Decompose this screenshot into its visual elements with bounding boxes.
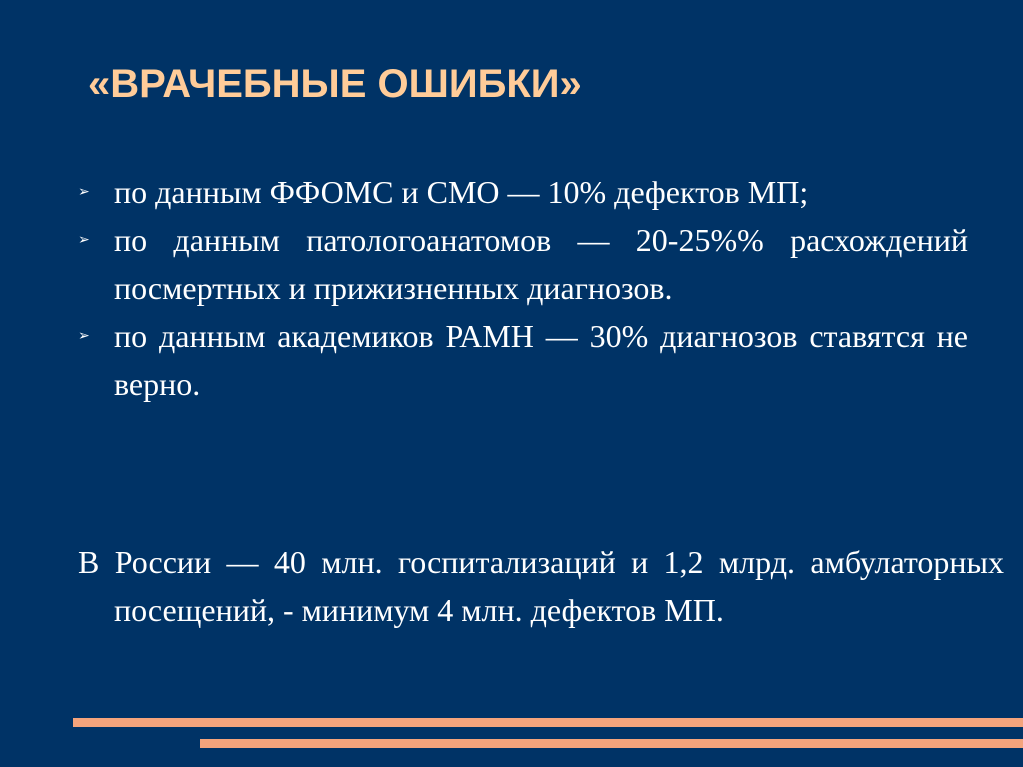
bullet-text: по данным патологоанатомов — 20-25%% расхождений посмертных и прижизненных диагнозов. [114, 222, 968, 306]
bullet-list [78, 168, 968, 408]
list-item [78, 168, 968, 216]
decorative-stripe-bottom [200, 739, 1023, 748]
arrow-bullet-icon: ➢ [78, 184, 90, 200]
list-item [78, 312, 968, 408]
arrow-bullet-icon: ➢ [78, 232, 90, 248]
list-item [78, 216, 968, 312]
slide-title: «ВРАЧЕБНЫЕ ОШИБКИ» [88, 62, 582, 106]
summary-paragraph: В России — 40 млн. госпитализаций и 1,2 млрд. амбулаторных посещений, - минимум 4 млн. дефектов МП. [78, 544, 1004, 628]
decorative-stripe-top [73, 718, 1023, 727]
bullet-text: по данным ФФОМС и СМО — 10% дефектов МП; [114, 174, 809, 210]
arrow-bullet-icon: ➢ [78, 328, 90, 344]
bullet-text: по данным академиков РАМН — 30% диагнозов ставятся не верно. [114, 318, 968, 402]
